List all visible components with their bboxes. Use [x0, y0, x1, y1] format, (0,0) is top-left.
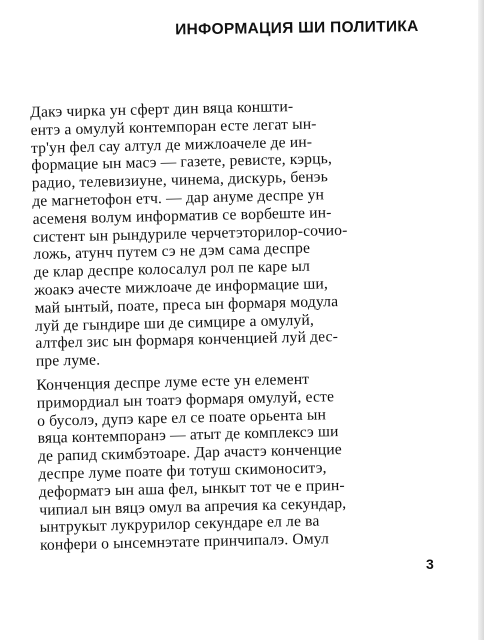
text-line: чипиал ын вяцэ омул ва апречия ка секундар, — [39, 494, 347, 519]
page-edge-shadow — [478, 0, 484, 640]
text-line: деспре луме поате фи тотуш скимоноситэ, — [38, 459, 327, 483]
text-line: пре луме. — [35, 351, 101, 371]
text-line: жоакэ ачесте мижлоаче де информацие ши, — [34, 275, 329, 299]
text-line: де клар деспре колосалул рол пе каре ыл — [33, 257, 311, 282]
text-line: формацие ын масэ — газете, ревисте, кэрць, — [31, 150, 333, 175]
text-line: систент ын рындуриле черчетэторилор-сочио- — [32, 221, 348, 246]
text-line: май ынтый, поате, преса ын формаря модула — [34, 292, 339, 317]
text-line: конфери о ынсемнэтате принчипалэ. Омул — [39, 530, 330, 555]
text-line: ынтрукыт лукрурилор секундаре ел ле ва — [39, 512, 320, 537]
running-header-title: ИНФОРМАЦИЯ ШИ ПОЛИТИКА — [174, 18, 419, 39]
text-line: деформатэ ын аша фел, ынкыт тот че е прин- — [38, 476, 345, 501]
text-line: Конченция деспре луме есте ун елемент — [36, 370, 310, 394]
text-line: о бусолэ, дупэ каре ел се поате орьента ын — [37, 405, 327, 430]
page-number: 3 — [426, 556, 434, 572]
text-line: тр'ун фел сау алтул де мижлоачеле де ин- — [30, 133, 313, 157]
text-line: де рапид скимбэтоаре. Дар ачастэ конченцие — [37, 441, 343, 466]
text-line: вяца контемпоранэ — атыт де комплексэ ши — [37, 423, 339, 448]
text-line: Дакэ чиркa ун сферт дин вяца коншти- — [30, 98, 294, 121]
text-line: ентэ а омулуй контемпоран есте легат ын- — [30, 115, 317, 139]
text-line: де магнетофон етч. — дар ануме деспре ун — [32, 186, 325, 210]
text-line: луй де гындире ши де симцире а омулуй, — [34, 311, 315, 335]
text-line: примордиал ын тоатэ формаря омулуй, есте — [36, 387, 335, 412]
text-line: радио, телевизиуне, чинема, дискурь, бенэь — [31, 168, 329, 193]
text-line: ложь, атунч путем сэ не дэм сама деспре — [33, 240, 311, 264]
text-line: асеменя волум информатив се ворбеште ин- — [32, 203, 332, 228]
body-text — [30, 95, 430, 555]
text-line: алтфел зис ын формаря конченцией луй дес- — [35, 328, 339, 353]
